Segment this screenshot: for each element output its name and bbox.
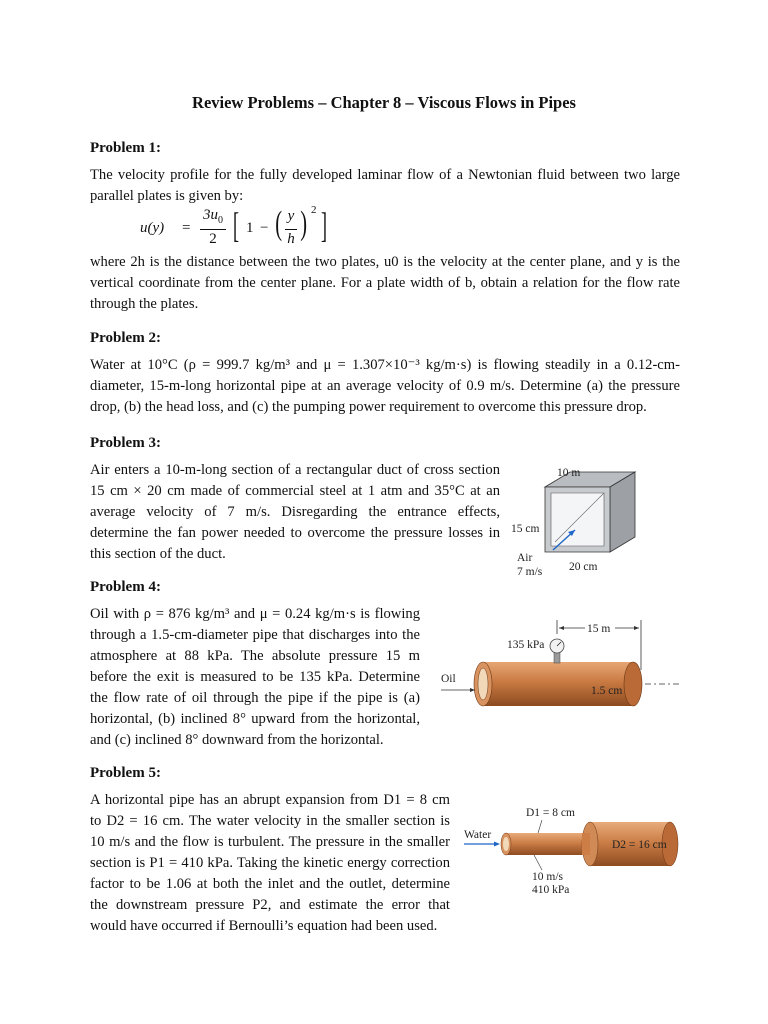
dim-arrow-left — [559, 626, 564, 630]
problem-1-line: parallel plates is given by: — [90, 188, 244, 204]
velocity-label: 10 m/s — [532, 871, 563, 883]
water-label: Water — [464, 829, 492, 841]
formula-paren-right: ) — [300, 205, 308, 242]
formula-lhs: u(y) — [140, 220, 165, 236]
problem-2-statement — [90, 355, 680, 418]
problem-3-statement — [90, 460, 500, 565]
pipe-body — [483, 662, 633, 706]
problem-1-after-line: through the plates. — [90, 296, 199, 312]
problem-4-line: through a 1.5-cm-diameter pipe that discharges into the — [90, 627, 420, 643]
problem-4-heading: Problem 4: — [90, 579, 161, 595]
problem-5-statement — [90, 790, 450, 937]
problem-3-heading: Problem 3: — [90, 435, 161, 451]
formula-y: y — [287, 208, 295, 224]
formula-bracket-right: ] — [321, 205, 327, 245]
problem-4-line: and (c) inclined 8° downward from the horizontal. — [90, 732, 384, 748]
formula-equals: = — [182, 220, 191, 236]
velocity-leader — [534, 855, 542, 870]
pipe-end-outlet — [624, 662, 642, 706]
pressure-label: 135 kPa — [507, 639, 545, 651]
air-label: Air — [517, 552, 533, 564]
pipe-length-label: 15 m — [587, 623, 611, 635]
formula-minus: − — [260, 220, 269, 236]
pipe-inner-opening — [478, 668, 488, 700]
formula-one: 1 — [246, 220, 254, 236]
problem-4-line: the flow rate of oil through the pipe if the pipe is (a) — [90, 690, 420, 706]
small-pipe — [506, 833, 592, 855]
problem-1-after-line: where 2h is the distance between the two plates, u0 is the velocity at the center plane, and y is the — [90, 254, 680, 270]
duct-length-label: 10 m — [557, 467, 581, 479]
problem-5-line: factor to be 1.06 at both the inlet and the outlet, determine — [90, 876, 450, 892]
formula-bracket-left: [ — [233, 205, 239, 245]
problem-5-line: section is P1 = 410 kPa. Taking the kinetic energy correction — [90, 855, 450, 871]
problem-1-heading: Problem 1: — [90, 140, 161, 156]
oil-pipe-figure — [435, 612, 685, 732]
duct-height-label: 15 cm — [511, 523, 540, 535]
d2-label: D2 = 16 cm — [612, 839, 667, 851]
formula-h: h — [287, 231, 295, 247]
formula-fraction-bar-2 — [285, 229, 297, 230]
problem-1-after-line: vertical coordinate from the center plane. For a plate width of b, obtain a relation for the flow rate — [90, 275, 680, 291]
duct-width-label: 20 cm — [569, 561, 598, 573]
formula-power: 2 — [311, 204, 317, 216]
problem-2-line: Water at 10°C (ρ = 999.7 kg/m³ and μ = 1.307×10⁻³ kg/m·s) is flowing steadily in a 0.12-cm- — [90, 357, 680, 373]
pipe-diameter-label: 1.5 cm — [591, 685, 623, 697]
problem-3-line: Air enters a 10-m-long section of a rectangular duct of cross section — [90, 462, 500, 478]
dim-arrow-right — [634, 626, 639, 630]
inlet-pressure-label: 410 kPa — [532, 884, 570, 896]
problem-3-line: average velocity of 7 m/s. Disregarding the entrance effects, — [90, 504, 500, 520]
air-velocity-label: 7 m/s — [517, 566, 543, 578]
problem-2-line: drop, (b) the head loss, and (c) the pumping power requirement to overcome this pressure drop. — [90, 399, 647, 415]
expansion-joint — [582, 833, 590, 855]
problem-1-statement — [90, 165, 680, 207]
d1-label: D1 = 8 cm — [526, 807, 575, 819]
pipe-expansion-figure — [462, 800, 682, 900]
formula-numerator: 3u — [203, 207, 218, 223]
problem-5-line: the downstream pressure P2, and estimate the error that — [90, 897, 450, 913]
velocity-profile-formula — [140, 206, 340, 256]
problem-5-line: A horizontal pipe has an abrupt expansion from D1 = 8 cm — [90, 792, 450, 808]
problem-1-line: The velocity profile for the fully developed laminar flow of a Newtonian fluid between two large — [90, 167, 680, 183]
gauge-stem — [554, 652, 560, 663]
formula-fraction-bar — [200, 229, 226, 230]
formula-paren-left: ( — [275, 205, 283, 242]
problem-3-line: determine the fan power needed to overcome the pressure losses in — [90, 525, 500, 541]
d1-leader — [538, 820, 542, 833]
formula-denominator: 2 — [209, 231, 217, 247]
problem-5-heading: Problem 5: — [90, 765, 161, 781]
water-arrow-head — [494, 842, 500, 847]
problem-4-line: before the exit is measured to be 135 kPa. Determine — [90, 669, 420, 685]
problem-3-line: 15 cm × 20 cm made of commercial steel at 1 atm and 35°C at an — [90, 483, 500, 499]
problem-4-line: atmosphere at 88 kPa. The absolute pressure 15 m — [90, 648, 420, 664]
problem-2-line: diameter, 15-m-long horizontal pipe at an average velocity of 0.9 m/s. Determine (a) the pressure — [90, 378, 680, 394]
rectangular-duct-figure — [505, 462, 685, 582]
problem-3-line: this section of the duct. — [90, 546, 226, 562]
oil-label: Oil — [441, 673, 456, 685]
formula-subscript: 0 — [218, 215, 223, 226]
problem-4-line: horizontal, (b) inclined 8° upward from the horizontal, — [90, 711, 420, 727]
problem-1-after — [90, 252, 680, 315]
problem-2-heading: Problem 2: — [90, 330, 161, 346]
page-title: Review Problems – Chapter 8 – Viscous Flows in Pipes — [192, 93, 576, 112]
problem-5-line: to D2 = 16 cm. The water velocity in the smaller section is — [90, 813, 450, 829]
problem-4-statement — [90, 604, 420, 751]
problem-5-line: 10 m/s and the flow is turbulent. The pressure in the smaller — [90, 834, 450, 850]
small-pipe-opening — [503, 837, 509, 851]
problem-5-line: would have occurred if Bernoulli’s equation had been used. — [90, 918, 438, 934]
problem-4-line: Oil with ρ = 876 kg/m³ and μ = 0.24 kg/m·s is flowing — [90, 606, 420, 622]
